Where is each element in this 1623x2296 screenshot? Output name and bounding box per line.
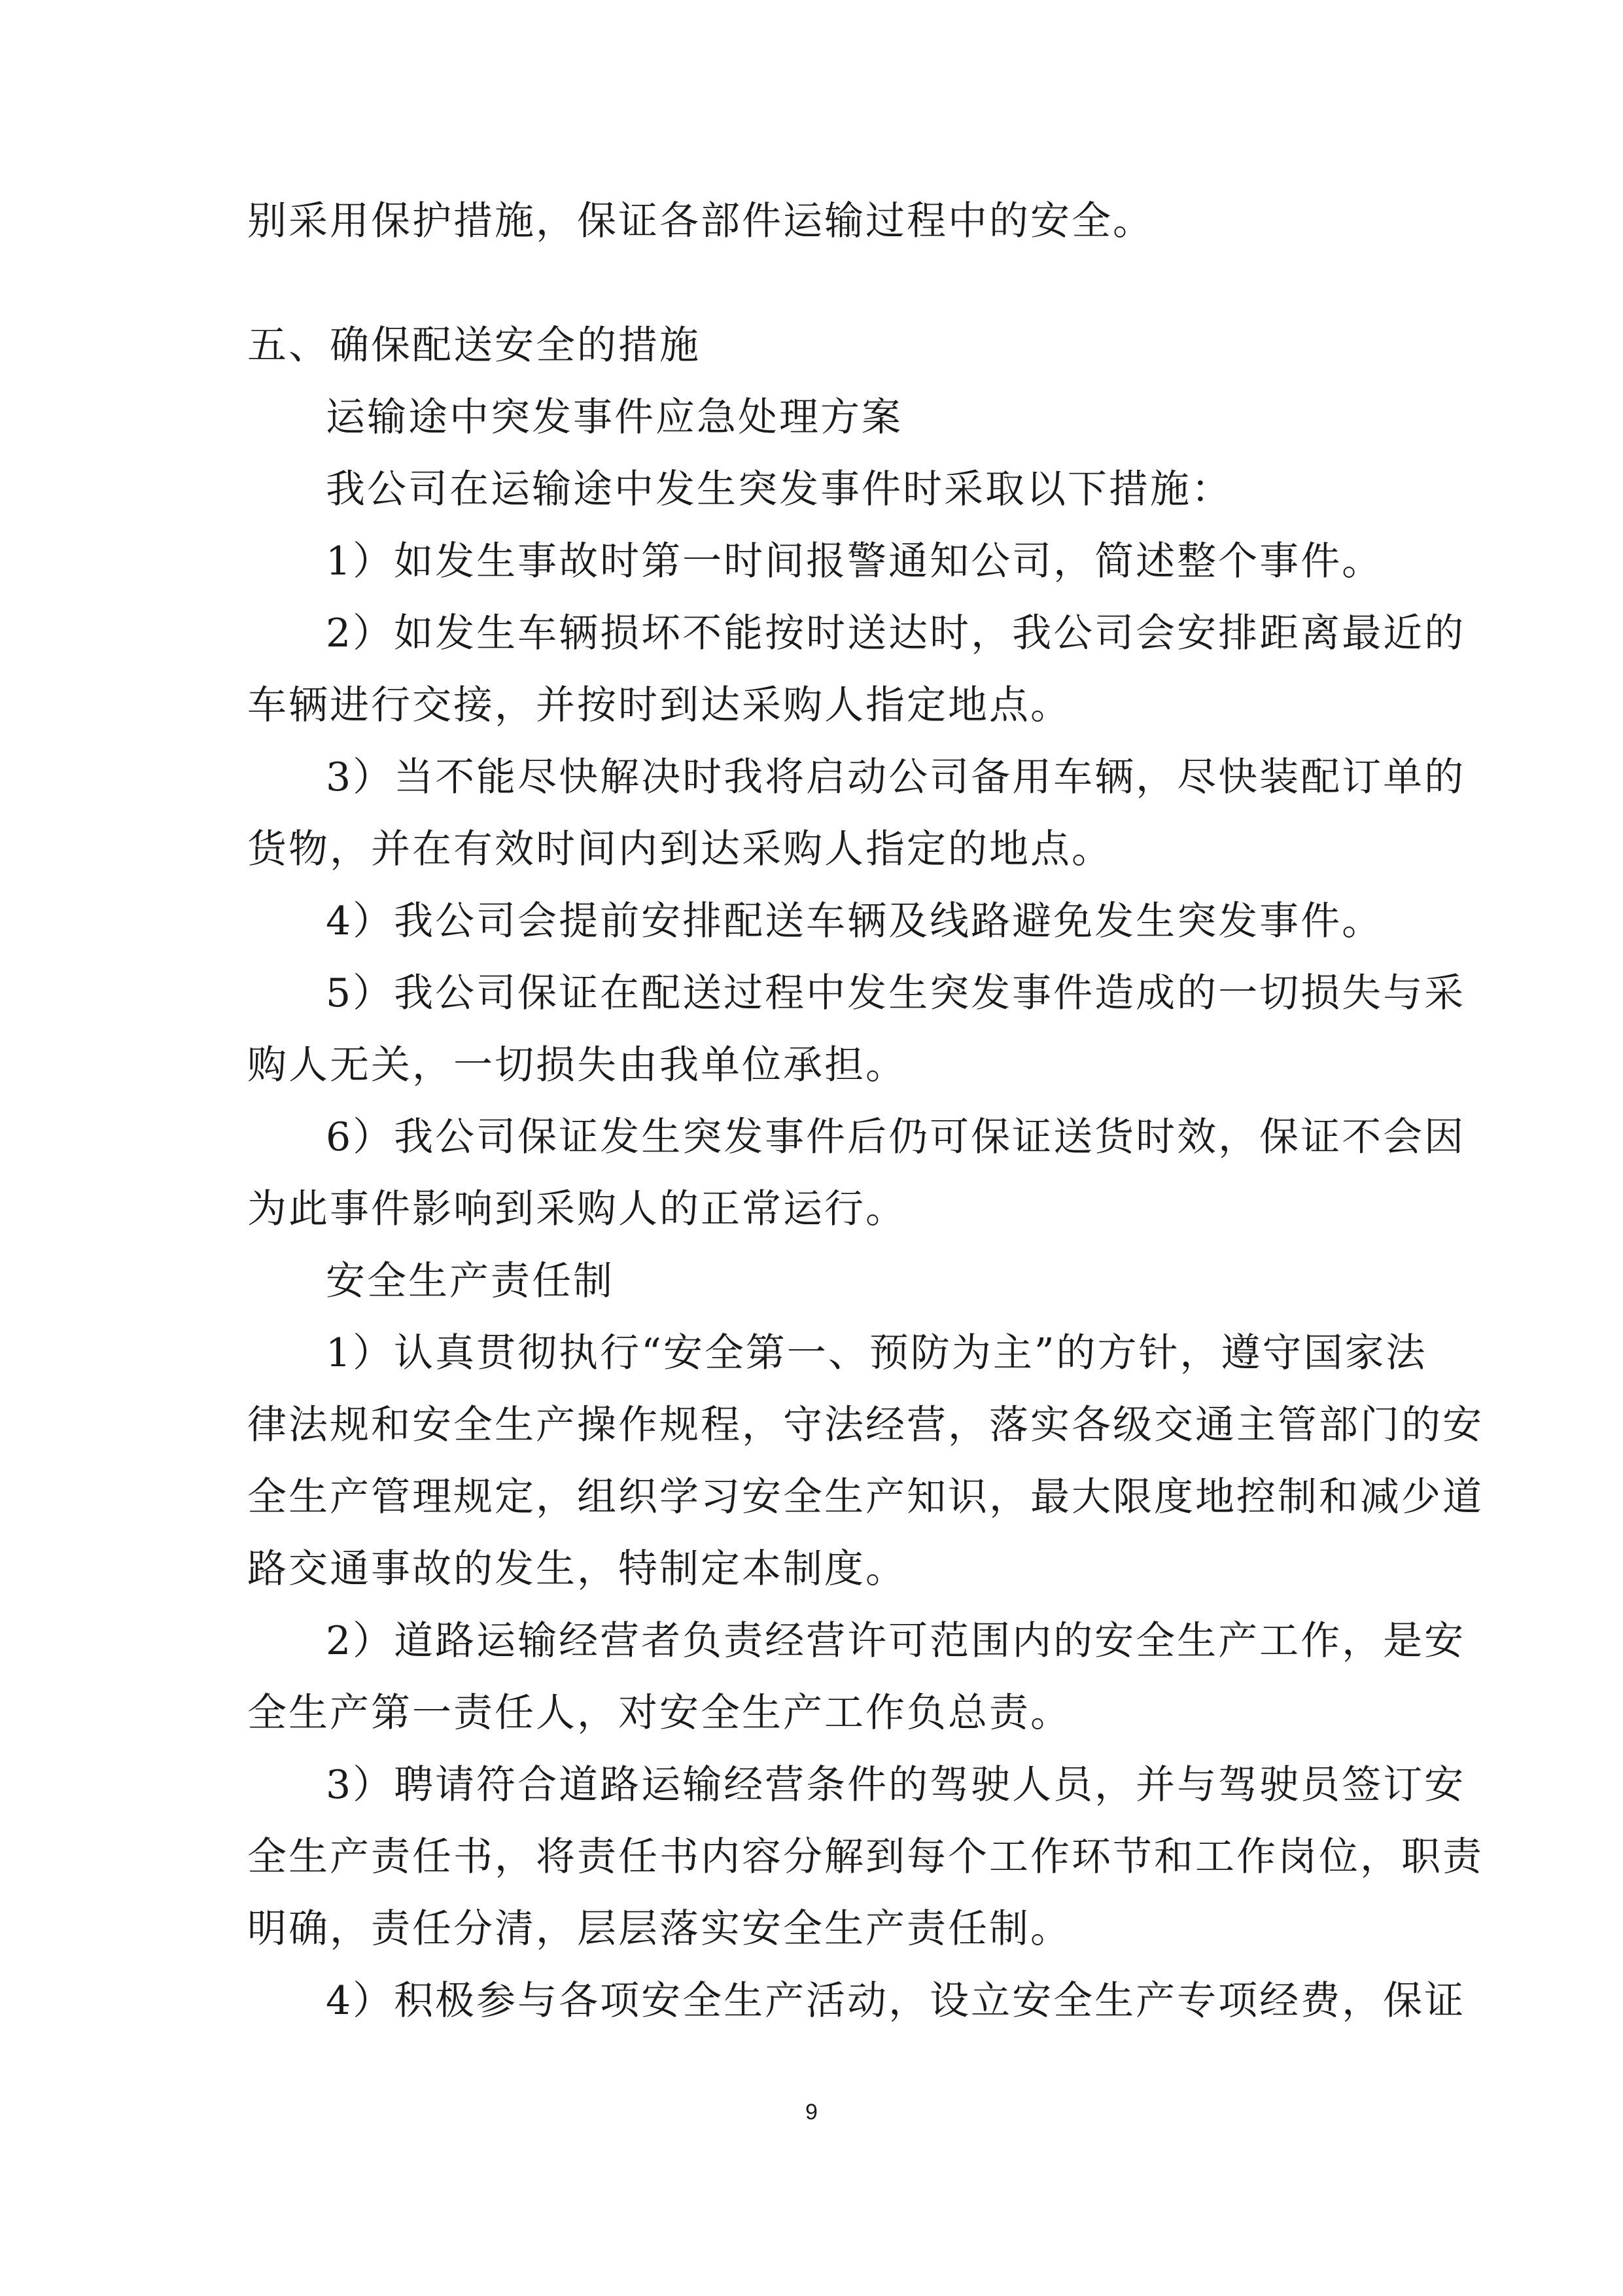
emergency-item-5-line-1: 5）我公司保证在配送过程中发生突发事件造成的一切损失与采 bbox=[326, 970, 1466, 1016]
responsibility-item-1-line-2: 律法规和安全生产操作规程，守法经营，落实各级交通主管部门的安 bbox=[247, 1402, 1484, 1448]
emergency-plan-title: 运输途中突发事件应急处理方案 bbox=[326, 395, 903, 440]
responsibility-item-1-line-3: 全生产管理规定，组织学习安全生产知识，最大限度地控制和减少道 bbox=[247, 1474, 1484, 1520]
emergency-item-3-line-2: 货物，并在有效时间内到达采购人指定的地点。 bbox=[247, 826, 1113, 872]
continuation-line: 别采用保护措施，保证各部件运输过程中的安全。 bbox=[247, 198, 1154, 244]
responsibility-item-1-line-4: 路交通事故的发生，特制定本制度。 bbox=[247, 1546, 907, 1592]
emergency-item-5-line-2: 购人无关，一切损失由我单位承担。 bbox=[247, 1042, 907, 1088]
emergency-item-2-line-1: 2）如发生车辆损坏不能按时送达时，我公司会安排距离最近的 bbox=[326, 610, 1466, 656]
responsibility-item-2-line-1: 2）道路运输经营者负责经营许可范围内的安全生产工作，是安 bbox=[326, 1618, 1466, 1664]
responsibility-item-4-line-1: 4）积极参与各项安全生产活动，设立安全生产专项经费，保证 bbox=[326, 1978, 1466, 2024]
emergency-item-2-line-2: 车辆进行交接，并按时到达采购人指定地点。 bbox=[247, 682, 1072, 728]
emergency-item-1-line-1: 1）如发生事故时第一时间报警通知公司，简述整个事件。 bbox=[326, 539, 1384, 584]
responsibility-item-1-line-1: 1）认真贯彻执行“安全第一、预防为主”的方针，遵守国家法 bbox=[326, 1330, 1427, 1376]
emergency-item-4-line-1: 4）我公司会提前安排配送车辆及线路避免发生突发事件。 bbox=[326, 898, 1384, 944]
page-number: 9 bbox=[805, 2100, 818, 2125]
emergency-item-6-line-2: 为此事件影响到采购人的正常运行。 bbox=[247, 1186, 907, 1232]
responsibility-item-3-line-3: 明确，责任分清，层层落实安全生产责任制。 bbox=[247, 1906, 1072, 1952]
responsibility-item-3-line-1: 3）聘请符合道路运输经营条件的驾驶人员，并与驾驶员签订安 bbox=[326, 1762, 1466, 1808]
responsibility-title: 安全生产责任制 bbox=[326, 1258, 614, 1304]
section-heading: 五、确保配送安全的措施 bbox=[247, 323, 701, 368]
responsibility-item-3-line-2: 全生产责任书，将责任书内容分解到每个工作环节和工作岗位，职责 bbox=[247, 1834, 1484, 1880]
responsibility-item-2-line-2: 全生产第一责任人，对安全生产工作负总责。 bbox=[247, 1690, 1072, 1736]
emergency-item-3-line-1: 3）当不能尽快解决时我将启动公司备用车辆，尽快装配订单的 bbox=[326, 754, 1466, 800]
emergency-intro: 我公司在运输途中发生突发事件时采取以下措施： bbox=[326, 467, 1232, 512]
emergency-item-6-line-1: 6）我公司保证发生突发事件后仍可保证送货时效，保证不会因 bbox=[326, 1114, 1466, 1160]
